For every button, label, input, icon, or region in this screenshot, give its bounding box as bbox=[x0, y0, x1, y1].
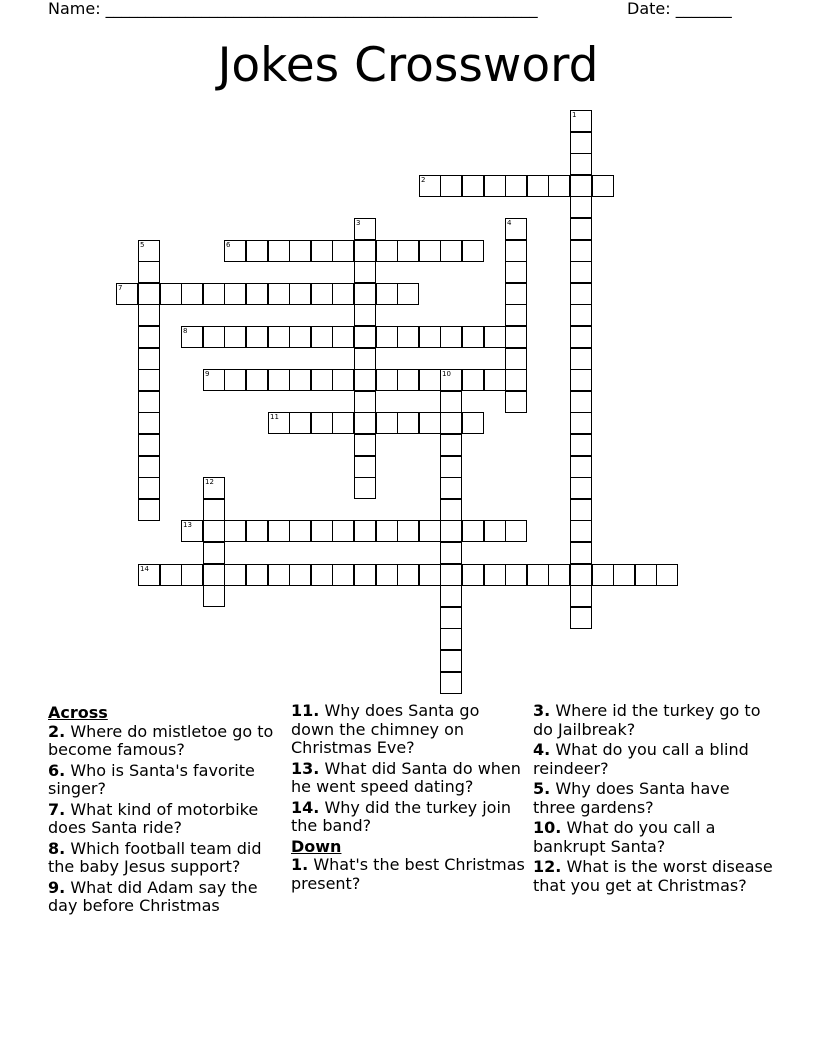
grid-cell[interactable] bbox=[138, 477, 160, 499]
grid-cell[interactable] bbox=[203, 585, 225, 607]
grid-cell[interactable] bbox=[570, 326, 592, 348]
grid-cell[interactable] bbox=[116, 283, 138, 305]
grid-cell[interactable] bbox=[311, 283, 333, 305]
grid-cell[interactable] bbox=[224, 369, 246, 391]
grid-cell[interactable] bbox=[570, 132, 592, 154]
grid-cell[interactable] bbox=[570, 369, 592, 391]
clue-item-number: 14. bbox=[291, 797, 320, 817]
grid-cell[interactable] bbox=[397, 564, 419, 586]
grid-cell[interactable] bbox=[354, 412, 376, 434]
grid-cell[interactable] bbox=[397, 520, 419, 542]
page-title: Jokes Crossword bbox=[217, 38, 599, 93]
grid-cell[interactable] bbox=[570, 196, 592, 218]
grid-cell[interactable] bbox=[484, 369, 506, 391]
grid-cell[interactable] bbox=[224, 283, 246, 305]
grid-cell[interactable] bbox=[570, 456, 592, 478]
grid-cell[interactable] bbox=[570, 283, 592, 305]
grid-cell[interactable] bbox=[289, 369, 311, 391]
grid-cell[interactable] bbox=[570, 434, 592, 456]
grid-cell[interactable] bbox=[440, 456, 462, 478]
grid-cell[interactable] bbox=[484, 564, 506, 586]
clue-number: 4 bbox=[507, 219, 512, 227]
grid-cell[interactable] bbox=[440, 412, 462, 434]
grid-cell[interactable] bbox=[332, 412, 354, 434]
grid-cell[interactable] bbox=[268, 326, 290, 348]
clue-item-number: 10. bbox=[533, 818, 562, 837]
grid-cell[interactable] bbox=[570, 607, 592, 629]
grid-cell[interactable] bbox=[656, 564, 678, 586]
grid-cell[interactable] bbox=[419, 520, 441, 542]
grid-cell[interactable] bbox=[570, 175, 592, 197]
grid-cell[interactable] bbox=[570, 391, 592, 413]
grid-cell[interactable] bbox=[440, 326, 462, 348]
grid-cell[interactable] bbox=[203, 326, 225, 348]
grid-cell[interactable] bbox=[246, 283, 268, 305]
grid-cell[interactable] bbox=[376, 369, 398, 391]
grid-cell[interactable] bbox=[419, 369, 441, 391]
clue-column-1 bbox=[48, 702, 284, 918]
clue-item-number: 11. bbox=[291, 701, 320, 720]
grid-cell[interactable] bbox=[440, 585, 462, 607]
grid-cell[interactable] bbox=[268, 240, 290, 262]
grid-cell[interactable] bbox=[440, 434, 462, 456]
grid-cell[interactable] bbox=[376, 564, 398, 586]
clue-item-text: Where do mistletoe go to become famous? bbox=[48, 721, 274, 759]
grid-cell[interactable] bbox=[397, 369, 419, 391]
grid-cell[interactable] bbox=[246, 564, 268, 586]
clue-item bbox=[48, 840, 284, 877]
grid-cell[interactable] bbox=[570, 564, 592, 586]
grid-cell[interactable] bbox=[138, 434, 160, 456]
grid-cell[interactable] bbox=[138, 261, 160, 283]
grid-cell[interactable] bbox=[203, 564, 225, 586]
grid-cell[interactable] bbox=[484, 326, 506, 348]
grid-cell[interactable] bbox=[332, 564, 354, 586]
clue-item-number: 1. bbox=[291, 855, 309, 874]
name-field-label: Name: ______________________________________________________ bbox=[48, 0, 538, 18]
date-field-label: Date: _______ bbox=[627, 0, 732, 18]
clue-item-text: What kind of motorbike does Santa ride? bbox=[48, 799, 259, 837]
clue-item bbox=[533, 741, 773, 778]
grid-cell[interactable] bbox=[376, 326, 398, 348]
grid-cell[interactable] bbox=[419, 412, 441, 434]
grid-cell[interactable] bbox=[570, 585, 592, 607]
grid-cell[interactable] bbox=[224, 564, 246, 586]
grid-cell[interactable] bbox=[268, 283, 290, 305]
grid-cell[interactable] bbox=[440, 607, 462, 629]
grid-cell[interactable] bbox=[376, 412, 398, 434]
clue-item-number: 3. bbox=[533, 701, 551, 720]
grid-cell[interactable] bbox=[505, 175, 527, 197]
grid-cell[interactable] bbox=[505, 348, 527, 370]
grid-cell[interactable] bbox=[246, 520, 268, 542]
grid-cell[interactable] bbox=[138, 326, 160, 348]
grid-cell[interactable] bbox=[332, 369, 354, 391]
grid-cell[interactable] bbox=[354, 240, 376, 262]
grid-cell[interactable] bbox=[462, 326, 484, 348]
grid-cell[interactable] bbox=[570, 261, 592, 283]
grid-cell[interactable] bbox=[138, 456, 160, 478]
grid-cell[interactable] bbox=[505, 218, 527, 240]
clue-item-text: What do you call a blind reindeer? bbox=[533, 740, 749, 778]
grid-cell[interactable] bbox=[592, 175, 614, 197]
grid-cell[interactable] bbox=[311, 240, 333, 262]
grid-cell[interactable] bbox=[311, 326, 333, 348]
clue-item-number: 2. bbox=[48, 721, 66, 741]
grid-cell[interactable] bbox=[289, 326, 311, 348]
grid-cell[interactable] bbox=[332, 520, 354, 542]
clue-item bbox=[533, 819, 773, 856]
grid-cell[interactable] bbox=[311, 564, 333, 586]
grid-cell[interactable] bbox=[311, 412, 333, 434]
grid-cell[interactable] bbox=[224, 240, 246, 262]
grid-cell[interactable] bbox=[181, 564, 203, 586]
clue-column-3 bbox=[533, 702, 773, 897]
grid-cell[interactable] bbox=[268, 564, 290, 586]
clue-item-number: 8. bbox=[48, 838, 66, 858]
grid-cell[interactable] bbox=[268, 412, 290, 434]
grid-cell[interactable] bbox=[462, 564, 484, 586]
grid-cell[interactable] bbox=[397, 283, 419, 305]
grid-cell[interactable] bbox=[138, 369, 160, 391]
grid-cell[interactable] bbox=[397, 412, 419, 434]
clue-item-number: 9. bbox=[48, 877, 66, 897]
grid-cell[interactable] bbox=[397, 240, 419, 262]
grid-cell[interactable] bbox=[440, 520, 462, 542]
clue-item bbox=[291, 856, 527, 893]
clue-item bbox=[48, 723, 284, 760]
grid-cell[interactable] bbox=[160, 564, 182, 586]
clue-item-text: Why does Santa have three gardens? bbox=[533, 779, 730, 817]
grid-cell[interactable] bbox=[484, 520, 506, 542]
grid-cell[interactable] bbox=[570, 153, 592, 175]
down-heading: Down bbox=[291, 836, 342, 856]
grid-cell[interactable] bbox=[376, 520, 398, 542]
grid-cell[interactable] bbox=[440, 564, 462, 586]
clue-number: 9 bbox=[205, 370, 210, 378]
grid-cell[interactable] bbox=[462, 520, 484, 542]
grid-cell[interactable] bbox=[354, 348, 376, 370]
grid-cell[interactable] bbox=[570, 542, 592, 564]
grid-cell[interactable] bbox=[289, 412, 311, 434]
grid-cell[interactable] bbox=[181, 520, 203, 542]
clue-column-2 bbox=[291, 702, 527, 895]
grid-cell[interactable] bbox=[138, 499, 160, 521]
grid-cell[interactable] bbox=[570, 499, 592, 521]
grid-cell[interactable] bbox=[354, 456, 376, 478]
grid-cell[interactable] bbox=[527, 564, 549, 586]
clue-item-number: 5. bbox=[533, 779, 551, 798]
grid-cell[interactable] bbox=[354, 218, 376, 240]
grid-cell[interactable] bbox=[570, 520, 592, 542]
across-heading: Across bbox=[48, 703, 108, 722]
grid-cell[interactable] bbox=[289, 240, 311, 262]
grid-cell[interactable] bbox=[440, 369, 462, 391]
grid-cell[interactable] bbox=[224, 520, 246, 542]
clue-item bbox=[533, 858, 773, 895]
grid-cell[interactable] bbox=[246, 240, 268, 262]
grid-cell[interactable] bbox=[289, 520, 311, 542]
grid-cell[interactable] bbox=[246, 369, 268, 391]
grid-cell[interactable] bbox=[138, 412, 160, 434]
grid-cell[interactable] bbox=[311, 520, 333, 542]
clue-item-number: 7. bbox=[48, 799, 66, 819]
grid-cell[interactable] bbox=[462, 240, 484, 262]
grid-cell[interactable] bbox=[462, 369, 484, 391]
grid-cell[interactable] bbox=[138, 240, 160, 262]
grid-cell[interactable] bbox=[268, 369, 290, 391]
grid-cell[interactable] bbox=[138, 304, 160, 326]
clue-number: 13 bbox=[183, 521, 192, 529]
grid-cell[interactable] bbox=[332, 326, 354, 348]
clue-item-text: What did Adam say the day before Christmas bbox=[48, 877, 258, 915]
grid-cell[interactable] bbox=[505, 261, 527, 283]
grid-cell[interactable] bbox=[354, 477, 376, 499]
grid-cell[interactable] bbox=[203, 542, 225, 564]
grid-cell[interactable] bbox=[138, 283, 160, 305]
grid-cell[interactable] bbox=[354, 434, 376, 456]
grid-cell[interactable] bbox=[397, 326, 419, 348]
grid-cell[interactable] bbox=[419, 326, 441, 348]
grid-cell[interactable] bbox=[224, 326, 246, 348]
grid-cell[interactable] bbox=[138, 348, 160, 370]
grid-cell[interactable] bbox=[332, 283, 354, 305]
clue-item bbox=[533, 702, 773, 739]
grid-cell[interactable] bbox=[354, 520, 376, 542]
clue-item-text: What's the best Christmas present? bbox=[291, 855, 525, 893]
grid-cell[interactable] bbox=[181, 283, 203, 305]
grid-cell[interactable] bbox=[505, 240, 527, 262]
grid-cell[interactable] bbox=[462, 412, 484, 434]
clue-item bbox=[48, 801, 284, 838]
clue-item-number: 6. bbox=[48, 760, 66, 780]
grid-cell[interactable] bbox=[440, 628, 462, 650]
grid-cell[interactable] bbox=[354, 304, 376, 326]
grid-cell[interactable] bbox=[376, 283, 398, 305]
grid-cell[interactable] bbox=[354, 261, 376, 283]
grid-cell[interactable] bbox=[462, 175, 484, 197]
clue-item bbox=[291, 760, 527, 797]
grid-cell[interactable] bbox=[505, 326, 527, 348]
grid-cell[interactable] bbox=[570, 110, 592, 132]
grid-cell[interactable] bbox=[440, 477, 462, 499]
grid-cell[interactable] bbox=[505, 520, 527, 542]
grid-cell[interactable] bbox=[440, 240, 462, 262]
grid-cell[interactable] bbox=[570, 240, 592, 262]
clue-item-text: Which football team did the baby Jesus support? bbox=[48, 838, 262, 876]
clue-item bbox=[291, 799, 527, 836]
grid-cell[interactable] bbox=[635, 564, 657, 586]
clue-item-number: 12. bbox=[533, 857, 562, 876]
clue-number: 1 bbox=[572, 111, 577, 119]
grid-cell[interactable] bbox=[484, 175, 506, 197]
clue-number: 10 bbox=[442, 370, 451, 378]
grid-cell[interactable] bbox=[505, 304, 527, 326]
grid-cell[interactable] bbox=[570, 218, 592, 240]
grid-cell[interactable] bbox=[289, 283, 311, 305]
clue-number: 6 bbox=[226, 241, 231, 249]
grid-cell[interactable] bbox=[592, 564, 614, 586]
clue-item-number: 4. bbox=[533, 740, 551, 759]
grid-cell[interactable] bbox=[268, 520, 290, 542]
grid-cell[interactable] bbox=[203, 477, 225, 499]
grid-cell[interactable] bbox=[570, 477, 592, 499]
grid-cell[interactable] bbox=[332, 240, 354, 262]
grid-cell[interactable] bbox=[419, 564, 441, 586]
grid-cell[interactable] bbox=[570, 412, 592, 434]
grid-cell[interactable] bbox=[505, 391, 527, 413]
clue-item-text: What do you call a bankrupt Santa? bbox=[533, 818, 716, 856]
grid-cell[interactable] bbox=[138, 391, 160, 413]
grid-cell[interactable] bbox=[376, 240, 398, 262]
grid-cell[interactable] bbox=[548, 175, 570, 197]
grid-cell[interactable] bbox=[440, 175, 462, 197]
clue-item-text: Where id the turkey go to do Jailbreak? bbox=[533, 701, 761, 739]
grid-cell[interactable] bbox=[203, 520, 225, 542]
grid-cell[interactable] bbox=[246, 326, 268, 348]
grid-cell[interactable] bbox=[289, 564, 311, 586]
clue-number: 5 bbox=[140, 241, 145, 249]
grid-cell[interactable] bbox=[354, 326, 376, 348]
clue-number: 2 bbox=[421, 176, 426, 184]
clue-number: 8 bbox=[183, 327, 188, 335]
grid-cell[interactable] bbox=[311, 369, 333, 391]
clue-item bbox=[291, 702, 527, 758]
clue-number: 14 bbox=[140, 565, 149, 573]
grid-cell[interactable] bbox=[354, 283, 376, 305]
grid-cell[interactable] bbox=[181, 326, 203, 348]
clue-item-text: Why does Santa go down the chimney on Christmas Eve? bbox=[291, 701, 480, 757]
grid-cell[interactable] bbox=[160, 283, 182, 305]
grid-cell[interactable] bbox=[505, 369, 527, 391]
grid-cell[interactable] bbox=[505, 564, 527, 586]
grid-cell[interactable] bbox=[203, 369, 225, 391]
clue-number: 3 bbox=[356, 219, 361, 227]
clue-item-number: 13. bbox=[291, 758, 320, 778]
grid-cell[interactable] bbox=[613, 564, 635, 586]
grid-cell[interactable] bbox=[440, 650, 462, 672]
grid-cell[interactable] bbox=[203, 283, 225, 305]
grid-cell[interactable] bbox=[505, 283, 527, 305]
grid-cell[interactable] bbox=[570, 348, 592, 370]
clue-number: 12 bbox=[205, 478, 214, 486]
grid-cell[interactable] bbox=[419, 240, 441, 262]
clue-item-text: Who is Santa's favorite singer? bbox=[48, 760, 255, 798]
clue-item-text: What did Santa do when he went speed dating? bbox=[291, 758, 521, 796]
clue-number: 11 bbox=[270, 413, 279, 421]
clue-item-text: What is the worst disease that you get at Christmas? bbox=[533, 857, 773, 895]
grid-cell[interactable] bbox=[138, 564, 160, 586]
grid-cell[interactable] bbox=[354, 564, 376, 586]
clue-item bbox=[533, 780, 773, 817]
grid-cell[interactable] bbox=[570, 304, 592, 326]
grid-cell[interactable] bbox=[440, 391, 462, 413]
clue-item bbox=[48, 762, 284, 799]
grid-cell[interactable] bbox=[203, 499, 225, 521]
clue-item-text: Why did the turkey join the band? bbox=[291, 797, 512, 835]
grid-cell[interactable] bbox=[354, 369, 376, 391]
grid-cell[interactable] bbox=[527, 175, 549, 197]
grid-cell[interactable] bbox=[440, 672, 462, 694]
grid-cell[interactable] bbox=[440, 542, 462, 564]
grid-cell[interactable] bbox=[548, 564, 570, 586]
grid-cell[interactable] bbox=[419, 175, 441, 197]
clue-number: 7 bbox=[118, 284, 123, 292]
grid-cell[interactable] bbox=[354, 391, 376, 413]
clue-item bbox=[48, 879, 284, 916]
grid-cell[interactable] bbox=[440, 499, 462, 521]
